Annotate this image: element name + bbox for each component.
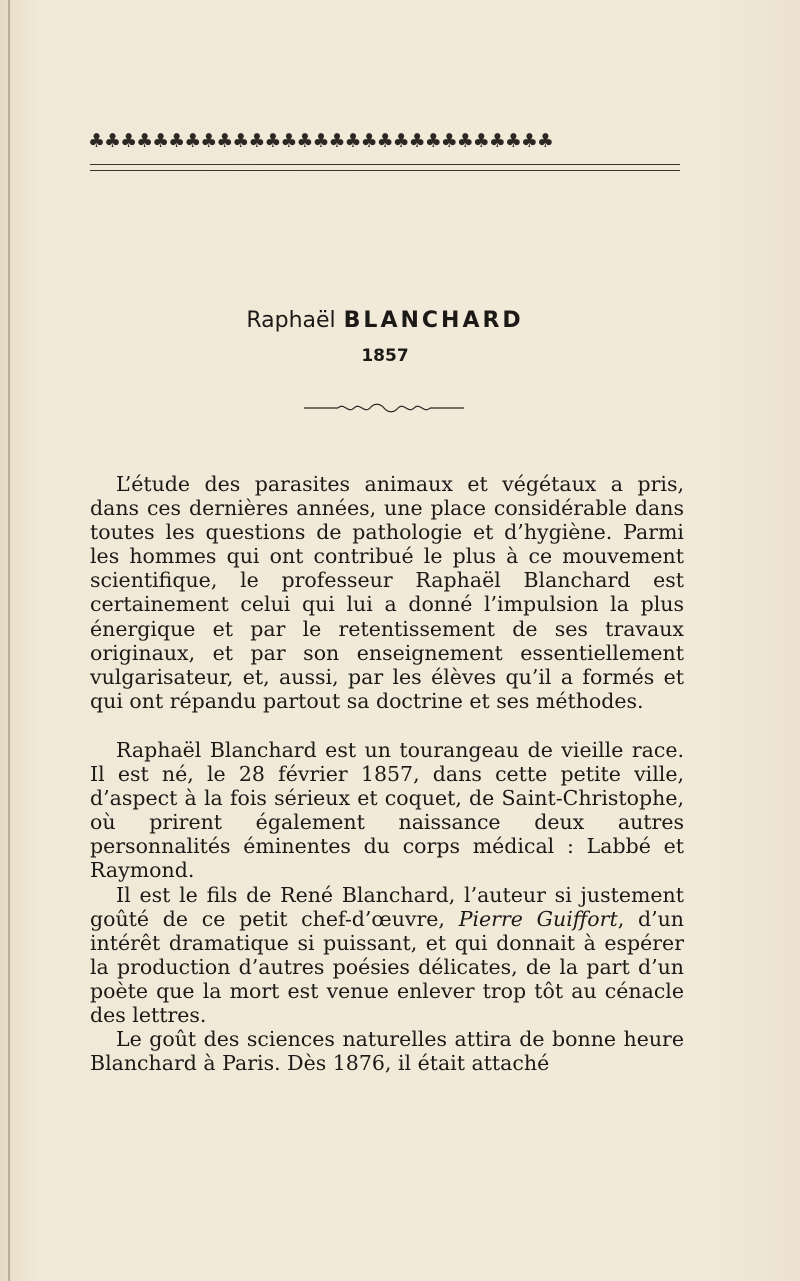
chapter-title <box>0 306 770 336</box>
ornament-border: ♣♣♣♣♣♣♣♣♣♣♣♣♣♣♣♣♣♣♣♣♣♣♣♣♣♣♣♣♣ <box>88 130 553 152</box>
page-edge-shadow <box>8 0 10 1281</box>
paragraph-3-text-start: Il est le fils de René Blanchard, l’auteur si justement goûté de ce petit chef-d’œuvre, <box>90 882 684 931</box>
author-last-name: BLANCHARD <box>343 308 524 333</box>
double-rule-divider <box>90 164 680 171</box>
paragraph-2: Raphaël Blanchard est un tourangeau de vieille race. Il est né, le 28 février 1857, dans cette petite ville, d’aspect à la fois sérieux et coquet, de Saint-Christophe, où prirent également naissance deux autres personnalités éminentes du corps médical : Labbé et Raymond. <box>90 737 684 883</box>
biography-text <box>90 472 684 1075</box>
paragraph-3 <box>90 883 684 1028</box>
paragraph-3-text-end: , d’un intérêt dramatique si puissant, et qui donnait à espérer la production d’autres poésies délicates, de la part d’un poète que la mort est venue enlever trop tôt au cénacle des lettres. <box>90 906 685 1027</box>
birth-year: 1857 <box>361 346 409 366</box>
flourish-divider-icon <box>304 400 464 416</box>
paragraph-1: L’étude des parasites animaux et végétaux a pris, dans ces dernières années, une place considérable dans toutes les questions de pathologie et d’hygiène. Parmi les hommes qui ont contribué le plus à ce mouvement scientifique, le professeur Raphaël Blanchard est certainement celui qui lui a donné l’impulsion la plus énergique et par le retentissement de ses travaux originaux, et par son enseignement essentiellement vulgarisateur, et, aussi, par les élèves qu’il a formés et qui ont répandu partout sa doctrine et ses méthodes. <box>90 472 684 713</box>
paragraph-4: Le goût des sciences naturelles attira de bonne heure Blanchard à Paris. Dès 1876, il était attaché <box>90 1027 684 1076</box>
author-first-name: Raphaël <box>246 308 336 333</box>
book-title-italic: Pierre Guiffort <box>458 906 618 931</box>
